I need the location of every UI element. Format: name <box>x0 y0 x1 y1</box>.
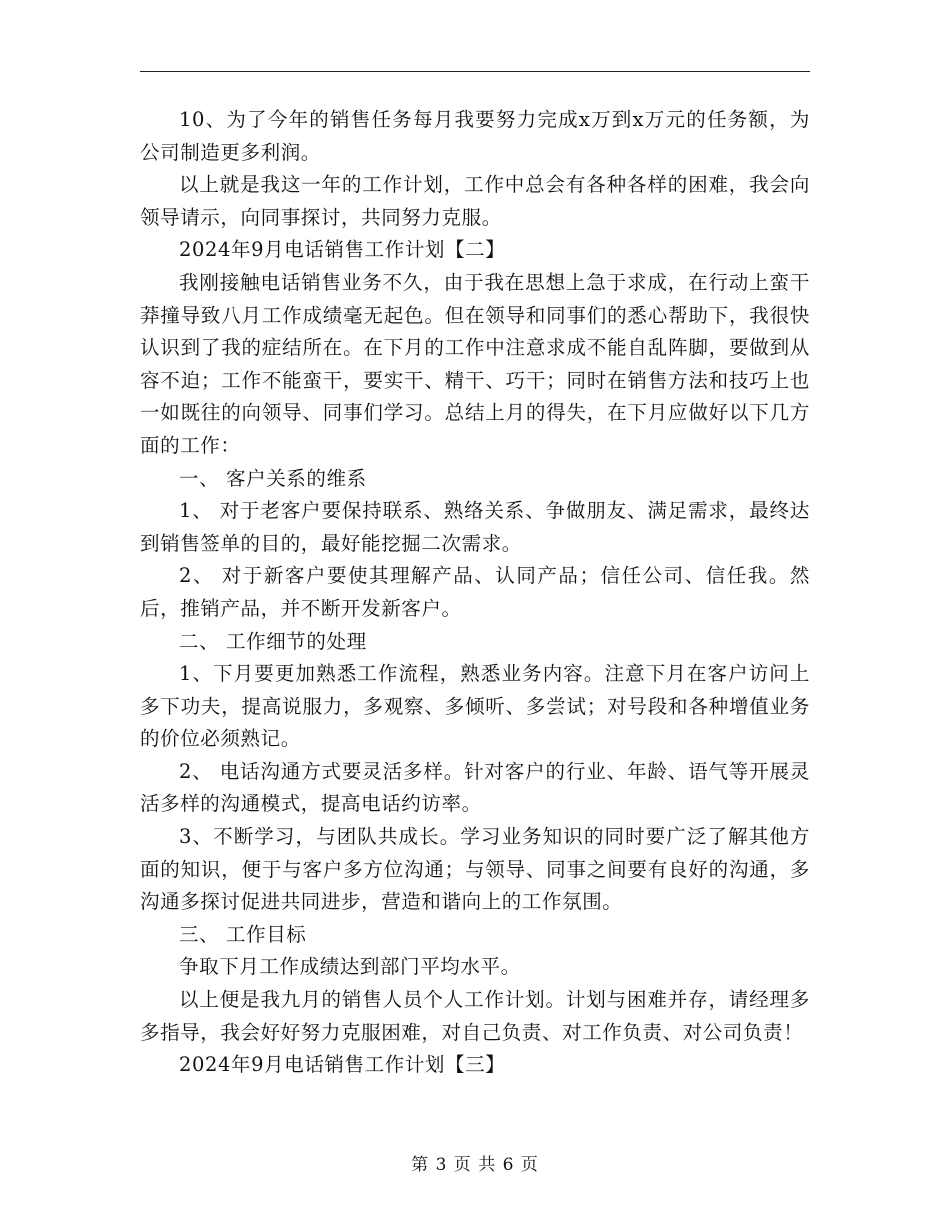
paragraph-sales-target: 10、为了今年的销售任务每月我要努力完成x万到x万元的任务额，为公司制造更多利润。 <box>140 108 810 164</box>
paragraph-year-summary: 以上就是我这一年的工作计划，工作中总会有各种各样的困难，我会向领导请示，向同事探讨，共同努力克服。 <box>140 173 810 229</box>
list-item-old-customers: 1、 对于老客户要保持联系、熟络关系、争做朋友、满足需求，最终达到销售签单的目的，最好能挖掘二次需求。 <box>140 499 810 555</box>
subheading-customer-relations: 一、 客户关系的维系 <box>179 466 367 490</box>
list-item-learning: 3、不断学习，与团队共成长。学习业务知识的同时要广泛了解其他方面的知识，便于与客户多方位沟通；与领导、同事之间要有良好的沟通，多沟通多探讨促进共同进步，营造和谐向上的工作氛围。 <box>140 825 810 914</box>
subheading-work-details: 二、 工作细节的处理 <box>179 629 367 653</box>
paragraph-closing: 以上便是我九月的销售人员个人工作计划。计划与困难并存，请经理多多指导，我会好好努力克服困难，对自己负责、对工作负责、对公司负责！ <box>140 988 810 1044</box>
list-item-workflow: 1、下月要更加熟悉工作流程，熟悉业务内容。注意下月在客户访问上多下功夫，提高说服力，多观察、多倾听、多尝试；对号段和各种增值业务的价位必须熟记。 <box>140 662 810 751</box>
list-item-communication: 2、 电话沟通方式要灵活多样。针对客户的行业、年龄、语气等开展灵活多样的沟通模式，提高电话约访率。 <box>140 759 810 816</box>
header-rule <box>140 71 810 72</box>
paragraph-intro: 我刚接触电话销售业务不久，由于我在思想上急于求成，在行动上蛮干莽撞导致八月工作成绩毫无起色。但在领导和同事们的悉心帮助下，我很快认识到了我的症结所在。在下月的工作中注意求成不能自乱阵脚，要做到从容不迫；工作不能蛮干，要实干、精干、巧干；同时在销售方法和技巧上也一如既往的向领导、同事们学习。总结上月的得失，在下月应做好以下几方面的工作： <box>140 270 810 457</box>
list-item-new-customers: 2、 对于新客户要使其理解产品、认同产品；信任公司、信任我。然后，推销产品，并不断开发新客户。 <box>140 564 810 620</box>
section-heading-plan-three: 2024年9月电话销售工作计划【三】 <box>179 1053 506 1077</box>
subheading-work-goals: 三、 工作目标 <box>179 922 307 946</box>
section-heading-plan-two: 2024年9月电话销售工作计划【二】 <box>179 238 506 262</box>
paragraph-goal: 争取下月工作成绩达到部门平均水平。 <box>179 955 521 979</box>
page-footer: 第 3 页 共 6 页 <box>411 1155 539 1175</box>
document-body <box>140 104 810 1082</box>
